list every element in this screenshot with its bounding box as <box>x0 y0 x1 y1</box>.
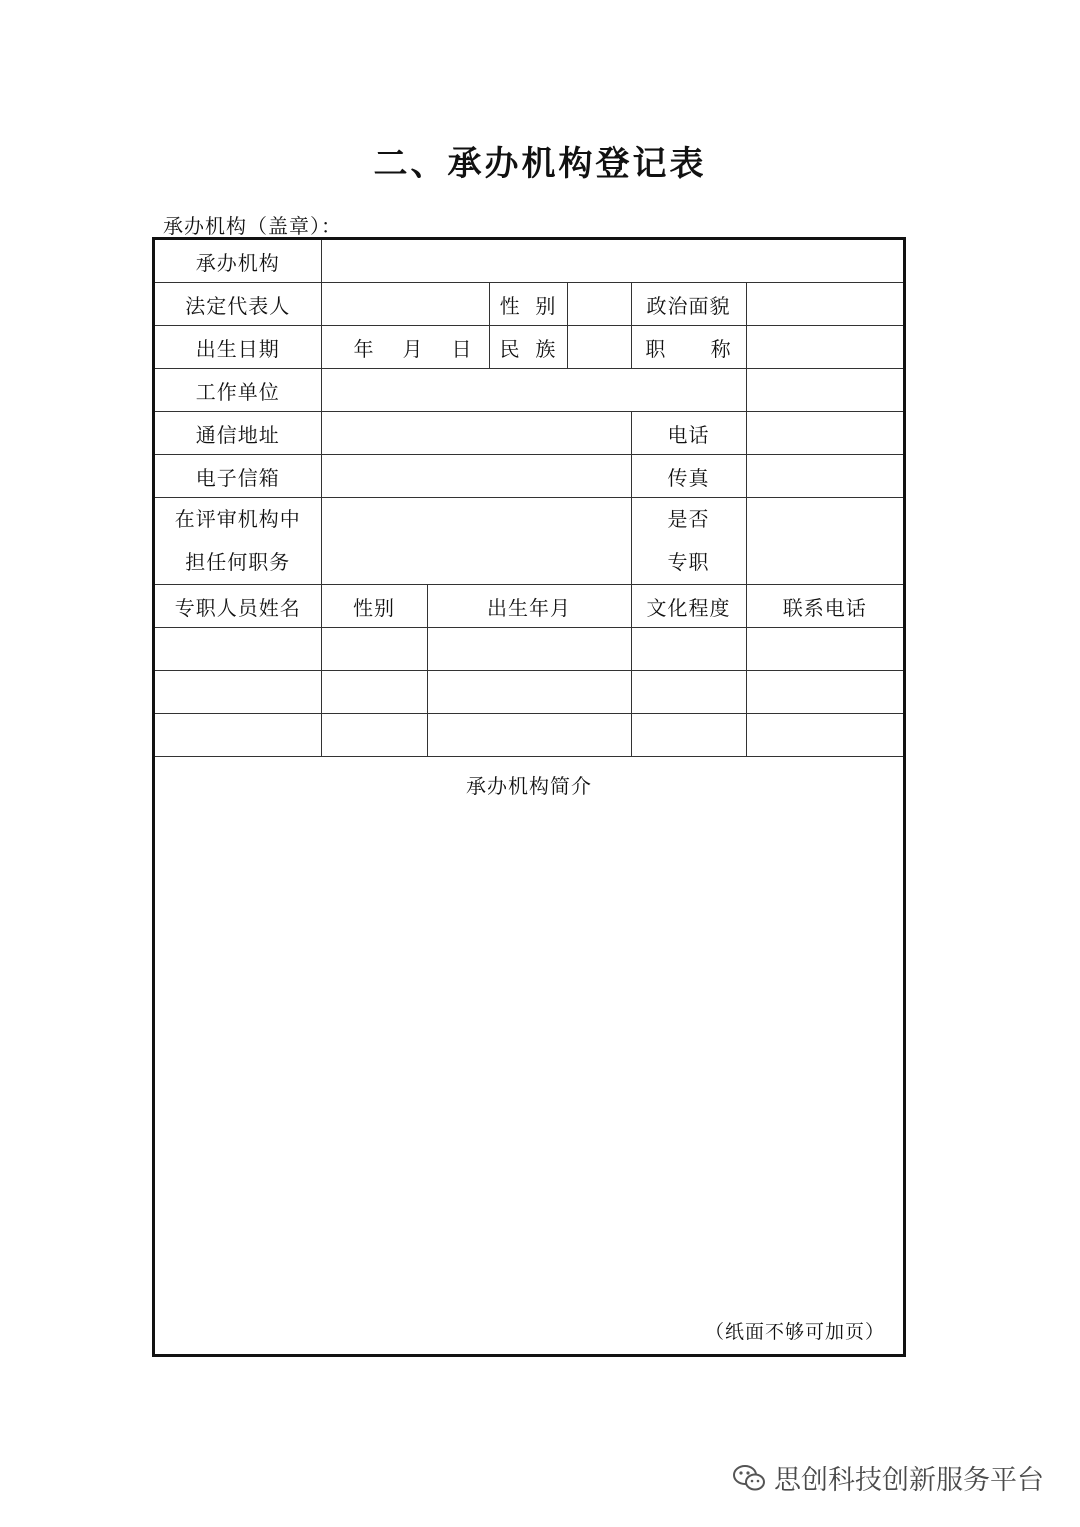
ethnicity-field[interactable] <box>567 326 631 369</box>
fulltime-label <box>631 498 746 585</box>
row-org <box>155 240 903 283</box>
staff-education-header: 文化程度 <box>631 585 746 628</box>
fax-field[interactable] <box>746 455 903 498</box>
registration-form <box>152 237 906 1357</box>
address-field[interactable] <box>321 412 631 455</box>
legal-rep-field[interactable] <box>321 283 489 326</box>
birth-date-field[interactable] <box>321 326 489 369</box>
staff-row <box>155 628 903 671</box>
work-unit-label: 工作单位 <box>155 369 321 412</box>
row-legal-rep <box>155 283 903 326</box>
fax-label: 传真 <box>631 455 746 498</box>
year-label: 年 <box>353 336 375 361</box>
day-label: 日 <box>451 336 473 361</box>
staff-phone-cell[interactable] <box>746 628 903 671</box>
role-field[interactable] <box>321 498 631 585</box>
intro-title: 承办机构简介 <box>466 774 592 798</box>
staff-row <box>155 671 903 714</box>
work-unit-extra-field[interactable] <box>746 369 903 412</box>
email-field[interactable] <box>321 455 631 498</box>
staff-gender-cell[interactable] <box>321 628 427 671</box>
month-label: 月 <box>402 336 424 361</box>
phone-field[interactable] <box>746 412 903 455</box>
staff-birth-cell[interactable] <box>427 671 631 714</box>
staff-header-row <box>155 585 903 628</box>
staff-name-cell[interactable] <box>155 714 321 757</box>
org-field[interactable] <box>321 240 903 283</box>
birth-date-label: 出生日期 <box>155 326 321 369</box>
staff-phone-cell[interactable] <box>746 714 903 757</box>
gender-field[interactable] <box>567 283 631 326</box>
staff-name-header: 专职人员姓名 <box>155 585 321 628</box>
staff-birth-cell[interactable] <box>427 714 631 757</box>
job-title-label: 职 称 <box>631 326 746 369</box>
political-field[interactable] <box>746 283 903 326</box>
legal-rep-label: 法定代表人 <box>155 283 321 326</box>
gender-label: 性 别 <box>489 283 567 326</box>
address-label: 通信地址 <box>155 412 321 455</box>
role-label-line2: 担任何职务 <box>185 550 291 574</box>
brand-watermark <box>732 1458 1044 1497</box>
form-table <box>155 240 903 757</box>
staff-name-cell[interactable] <box>155 671 321 714</box>
staff-education-cell[interactable] <box>631 628 746 671</box>
staff-name-cell[interactable] <box>155 628 321 671</box>
staff-gender-cell[interactable] <box>321 714 427 757</box>
staff-phone-cell[interactable] <box>746 671 903 714</box>
staff-phone-header: 联系电话 <box>746 585 903 628</box>
staff-birth-cell[interactable] <box>427 628 631 671</box>
staff-birth-header: 出生年月 <box>427 585 631 628</box>
staff-education-cell[interactable] <box>631 671 746 714</box>
row-email <box>155 455 903 498</box>
role-label-line1: 在评审机构中 <box>174 507 301 531</box>
wechat-icon <box>732 1463 766 1493</box>
fulltime-label-line1: 是否 <box>667 507 710 531</box>
staff-gender-header: 性别 <box>321 585 427 628</box>
org-label: 承办机构 <box>155 240 321 283</box>
intro-note: （纸面不够可加页） <box>704 1321 885 1343</box>
phone-label: 电话 <box>631 412 746 455</box>
fulltime-field[interactable] <box>746 498 903 585</box>
row-role <box>155 498 903 585</box>
political-label: 政治面貌 <box>631 283 746 326</box>
seal-label: 承办机构（盖章）： <box>163 214 342 238</box>
page-title: 二、承办机构登记表 <box>373 144 707 184</box>
staff-row <box>155 714 903 757</box>
ethnicity-label: 民 族 <box>489 326 567 369</box>
email-label: 电子信箱 <box>155 455 321 498</box>
staff-education-cell[interactable] <box>631 714 746 757</box>
brand-name: 思创科技创新服务平台 <box>774 1465 1044 1496</box>
row-birth <box>155 326 903 369</box>
work-unit-field[interactable] <box>321 369 746 412</box>
staff-gender-cell[interactable] <box>321 671 427 714</box>
job-title-field[interactable] <box>746 326 903 369</box>
role-label <box>155 498 321 585</box>
row-address <box>155 412 903 455</box>
fulltime-label-line2: 专职 <box>667 550 710 574</box>
row-work-unit <box>155 369 903 412</box>
